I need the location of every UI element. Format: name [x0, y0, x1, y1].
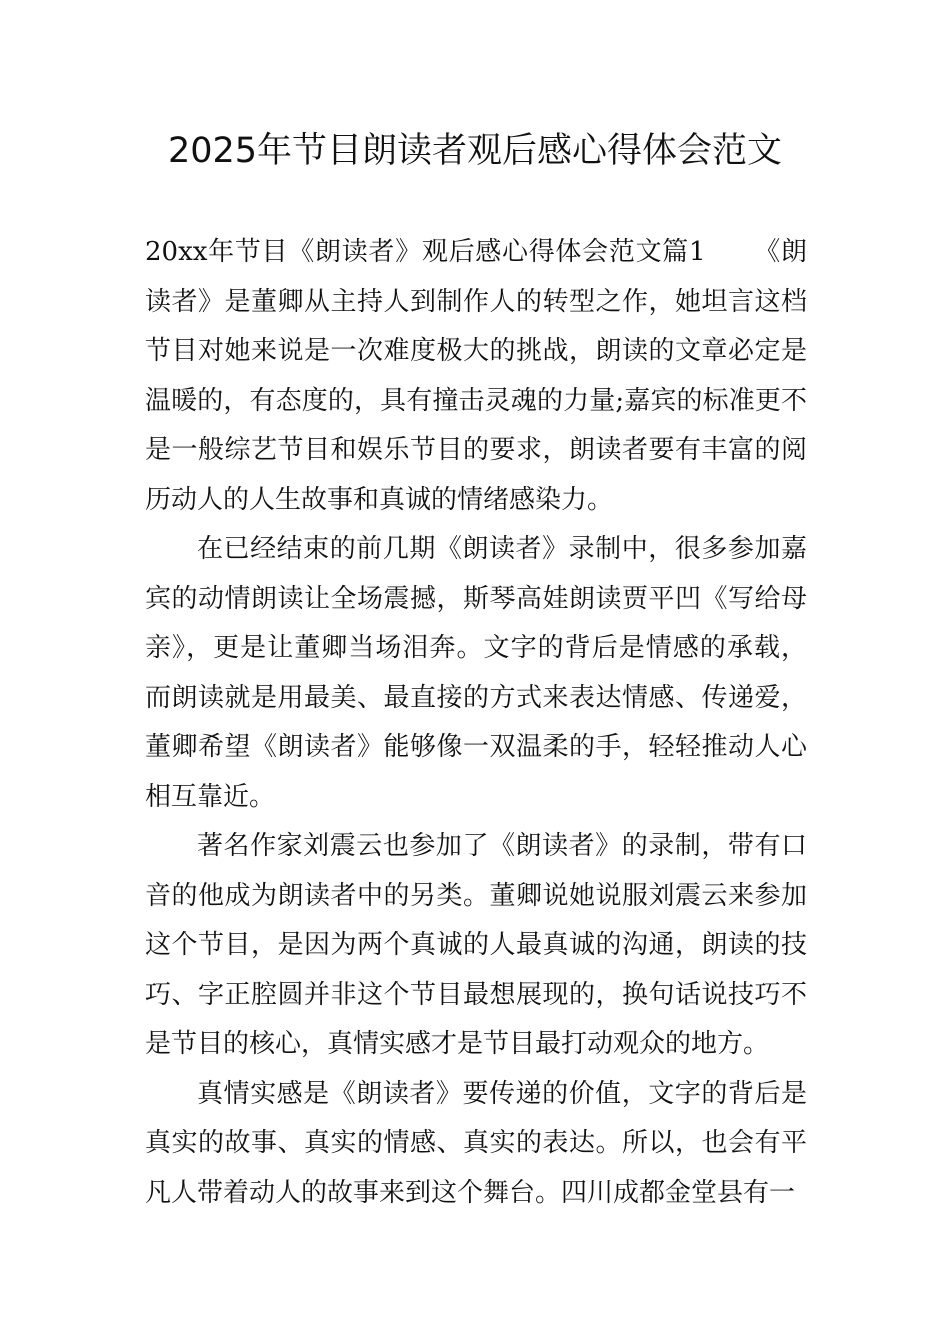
- paragraph-text: 《朗读者》是董卿从主持人到制作人的转型之作，她坦言这档节目对她来说是一次难度极大的挑战，朗读的文章必定是温暖的，有态度的，具有撞击灵魂的力量;嘉宾的标准更不是一般综艺节目和娱乐节目的要求，朗读者要有丰富的阅历动人的人生故事和真诚的情绪感染力。: [145, 237, 807, 515]
- paragraph: 在已经结束的前几期《朗读者》录制中，很多参加嘉宾的动情朗读让全场震撼，斯琴高娃朗读贾平凹《写给母亲》，更是让董卿当场泪奔。文字的背后是情感的承载，而朗读就是用最美、最直接的方式来表达情感、传递爱，董卿希望《朗读者》能够像一双温柔的手，轻轻推动人心相互靠近。: [145, 534, 807, 812]
- paragraph: 著名作家刘震云也参加了《朗读者》的录制，带有口音的他成为朗读者中的另类。董卿说她说服刘震云来参加这个节目，是因为两个真诚的人最真诚的沟通，朗读的技巧、字正腔圆并非这个节目最想展现的，换句话说技巧不是节目的核心，真情实感才是节目最打动观众的地方。: [145, 831, 807, 1059]
- intro-paragraph: [145, 228, 807, 525]
- document-body: [145, 228, 807, 1218]
- document-title: 2025年节目朗读者观后感心得体会范文: [167, 131, 783, 171]
- section-heading: 20xx年节目《朗读者》观后感心得体会范文篇1: [145, 237, 706, 267]
- paragraph: 真情实感是《朗读者》要传递的价值，文字的背后是真实的故事、真实的情感、真实的表达。所以，也会有平凡人带着动人的故事来到这个舞台。四川成都金堂县有一: [145, 1078, 807, 1208]
